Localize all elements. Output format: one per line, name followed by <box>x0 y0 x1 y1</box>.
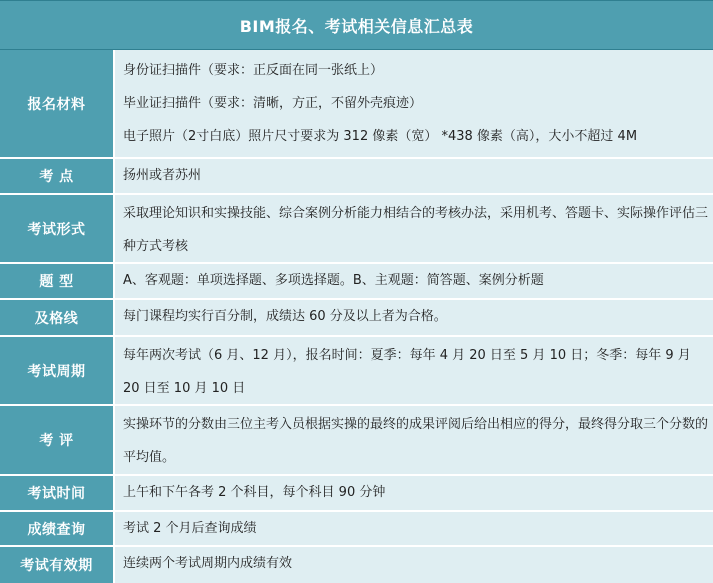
row-label: 考试周期 <box>0 337 115 404</box>
row-label: 题 型 <box>0 264 115 298</box>
table-row-score-query <box>0 512 713 547</box>
row-label: 考 点 <box>0 159 115 193</box>
table-title: BIM报名、考试相关信息汇总表 <box>239 16 474 36</box>
materials-line-id-card: 身份证扫描件（要求：正反面在同一张纸上） <box>123 63 384 78</box>
row-content <box>115 300 713 335</box>
exam-cycle-text: 每年两次考试（6 月、12 月），报名时间：夏季：每年 4 月 20 日至 5 月 10 日；冬季：每年 9 月 20 日至 10 月 10 日 <box>123 348 691 396</box>
row-content <box>115 512 713 545</box>
pass-mark-text: 每门课程均实行百分制，成绩达 60 分及以上者为合格。 <box>123 309 447 324</box>
row-label: 考试有效期 <box>0 547 115 583</box>
venue-text: 扬州或者苏州 <box>123 168 202 183</box>
materials-line-diploma: 毕业证扫描件（要求：清晰，方正，不留外壳痕迹） <box>123 96 423 111</box>
question-types-text: A、客观题：单项选择题、多项选择题。B、主观题：简答题、案例分析题 <box>123 273 544 288</box>
table-row-materials <box>0 50 713 159</box>
table-title-bar <box>0 0 713 50</box>
table-row-exam-format <box>0 195 713 264</box>
table-row-evaluation <box>0 406 713 476</box>
row-content <box>115 195 713 262</box>
row-label: 考试形式 <box>0 195 115 262</box>
row-label: 考试时间 <box>0 476 115 510</box>
materials-line-photo: 电子照片（2寸白底）照片尺寸要求为 312 像素（宽） *438 像素（高），大小不超过 4M <box>123 129 638 144</box>
row-label: 报名材料 <box>0 50 115 157</box>
table-row-validity <box>0 547 713 583</box>
table-row-question-types <box>0 264 713 300</box>
table-row-exam-cycle <box>0 337 713 406</box>
table-row-venue <box>0 159 713 195</box>
exam-format-text: 采取理论知识和实操技能、综合案例分析能力相结合的考核办法，采用机考、答题卡、实际操作评估三种方式考核 <box>123 206 709 254</box>
row-content <box>115 159 713 193</box>
row-content <box>115 264 713 298</box>
row-content <box>115 50 713 157</box>
table-row-pass-mark <box>0 300 713 337</box>
score-query-text: 考试 2 个月后查询成绩 <box>123 521 257 536</box>
table-row-exam-time <box>0 476 713 512</box>
evaluation-text: 实操环节的分数由三位主考入员根据实操的最终的成果评阅后给出相应的得分，最终得分取三个分数的平均值。 <box>123 417 709 465</box>
row-content <box>115 337 713 404</box>
row-content <box>115 476 713 510</box>
exam-time-text: 上午和下午各考 2 个科目，每个科目 90 分钟 <box>123 485 386 500</box>
row-label: 成绩查询 <box>0 512 115 545</box>
row-label: 考 评 <box>0 406 115 474</box>
row-content <box>115 547 713 583</box>
validity-text: 连续两个考试周期内成绩有效 <box>123 556 293 571</box>
row-label: 及格线 <box>0 300 115 335</box>
row-content <box>115 406 713 474</box>
